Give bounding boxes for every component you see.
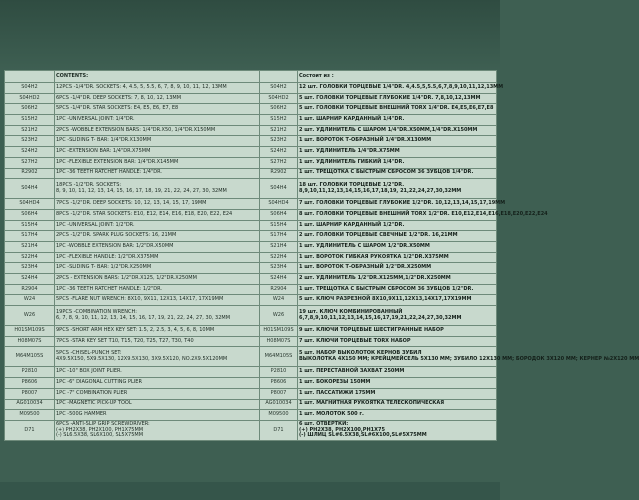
item-description-ru: [298, 115, 497, 126]
item-description-en-line: 6PCS -ANTI-SLIP GRIP SCREWDRIVER:: [56, 420, 150, 427]
item-description-en-line: 5PCS -1/4"DR. STAR SOCKETS: E4, E5, E6, E7, E8: [56, 105, 179, 112]
item-description-en: [55, 378, 260, 389]
item-description-en: [55, 252, 260, 263]
table-row: [5, 83, 497, 94]
header-contents-label: CONTENTS:: [55, 71, 260, 83]
item-code-en: S15H4: [5, 220, 55, 231]
item-description-ru-line: 6,7,8,9,10,11,12,13,14,15,16,17,19,21,22,24,27,30,32MM: [299, 314, 462, 321]
item-description-ru: [298, 347, 639, 367]
item-description-ru-line: 19 шт. КЛЮЧ КОМБИНИРОВАННЫЙ: [299, 308, 403, 315]
item-description-en-line: 4X9.5X150, 5X9.5X130, 12X9.5X130, 3X9.5X120, NO.2X9.5X120MM: [56, 355, 228, 362]
table-header-row: [5, 71, 497, 83]
item-code-ru: S15H4: [260, 220, 298, 231]
item-description-en: [55, 388, 260, 399]
item-code-ru: S27H2: [260, 157, 298, 168]
item-description-ru-line: 1 шт. МАГНИТНАЯ РУКОЯТКА ТЕЛЕСКОПИЧЕСКАЯ: [299, 400, 445, 407]
item-code-ru: M64M105S: [260, 347, 298, 367]
item-description-ru-line: 9 шт. КЛЮЧИ ТОРЦЕВЫЕ ШЕСТИГРАННЫЕ НАБОР: [299, 327, 444, 334]
item-description-ru-line: ВЫКОЛОТКА 4X150 MM; КРЕЙЦМЕЙСЕЛЬ 5X130 MM; ЗУБИЛО 12X130 MM; БОРОДОК 3X120 MM; КЕРНЕР №2X120 MM: [299, 355, 639, 362]
item-description-ru: [298, 367, 497, 378]
item-description-en: [55, 179, 260, 199]
item-description-ru: [298, 136, 497, 147]
item-description-en-line: 2PCS -1/2"DR. SPARK PLUG SOCKETS: 16, 21MM: [56, 232, 177, 239]
item-code-ru: P8606: [260, 378, 298, 389]
item-code-en: S21H2: [5, 125, 55, 136]
item-description-ru-line: (+) PH2X38, PH2X100,PH1X75: [299, 426, 385, 433]
header-sostav-label: Состоит из :: [298, 71, 497, 83]
item-description-en: [55, 115, 260, 126]
item-code-ru: S04HD4: [260, 199, 298, 210]
item-description-ru-line: 5 шт. ГОЛОВКИ ТОРЦЕВЫЕ ГЛУБОКИЕ 1/4"DR. 7,8,10,12,13MM: [299, 94, 481, 101]
item-description-en-line: 1PC -WOBBLE EXTENSION BAR: 1/2"DR.X50MM: [56, 242, 174, 249]
item-code-en: S24H4: [5, 274, 55, 285]
item-code-en: W26: [5, 306, 55, 326]
item-description-en: [55, 410, 260, 421]
table-row: [5, 326, 497, 337]
item-code-en: M09500: [5, 410, 55, 421]
item-description-ru-line: 2 шт. ГОЛОВКИ ТОРЦЕВЫЕ СВЕЧНЫЕ 1/2"DR. 16,21MM: [299, 232, 458, 239]
item-description-ru-line: 1 шт. УДЛИНИТЕЛЬ 1/4"DR.X75MM: [299, 148, 400, 155]
table-row: [5, 295, 497, 306]
item-code-en: P8606: [5, 378, 55, 389]
header-code-cell-ru: [260, 71, 298, 83]
table-row: [5, 231, 497, 242]
item-description-en: [55, 284, 260, 295]
item-code-ru: S04H2: [260, 83, 298, 94]
item-code-ru: M09500: [260, 410, 298, 421]
item-description-ru-line: 1 шт. ПАССАТИЖИ 175MM: [299, 389, 376, 396]
item-code-en: R2902: [5, 168, 55, 179]
table-row: [5, 274, 497, 285]
item-description-ru-line: 1 шт. ТРЕЩОТКА С БЫСТРЫМ СБРОСОМ 36 ЗУБЦОВ 1/2"DR.: [299, 285, 474, 292]
table-row: [5, 147, 497, 158]
table-row: [5, 179, 497, 199]
item-description-en: [55, 136, 260, 147]
item-description-ru-line: (-) ШЛИЦ SL#6.5X38,SL#6X100,SL#5X75MM: [299, 432, 427, 439]
item-description-en: [55, 420, 260, 440]
item-description-en-line: 1PC -500G HAMMER: [56, 411, 107, 418]
item-description-en: [55, 274, 260, 285]
item-description-ru: [298, 284, 497, 295]
item-description-en: [55, 295, 260, 306]
item-description-ru: [298, 263, 497, 274]
item-code-ru: S17H4: [260, 231, 298, 242]
item-description-ru: [298, 220, 497, 231]
item-description-ru: [298, 241, 497, 252]
item-description-en: [55, 231, 260, 242]
item-code-en: H08M07S: [5, 336, 55, 347]
item-description-en: [55, 306, 260, 326]
table-row: [5, 284, 497, 295]
item-code-ru: R2902: [260, 168, 298, 179]
item-code-ru: S06H4: [260, 209, 298, 220]
item-description-en-line: 5PCS -CHISEL-PUNCH SET:: [56, 350, 122, 357]
background-bottom: [0, 482, 500, 500]
item-description-en: [55, 83, 260, 94]
item-description-ru-line: 5 шт. КЛЮЧ РАЗРЕЗНОЙ 8X10,9X11,12X13,14X17,17X19MM: [299, 296, 472, 303]
item-code-ru: W24: [260, 295, 298, 306]
item-description-ru-line: 1 шт. УДЛИНИТЕЛЬ С ШАРОМ 1/2"DR.X50MM: [299, 242, 430, 249]
item-code-ru: AG010034: [260, 399, 298, 410]
item-code-en: S22H4: [5, 252, 55, 263]
item-description-en-line: 7PCS -STAR KEY SET T10, T15, T20, T25, T27, T30, T40: [56, 337, 194, 344]
table-row: [5, 420, 497, 440]
item-description-ru-line: 1 шт. ВОРОТОК Т-ОБРАЗНЫЙ 1/2"DR.X250MM: [299, 264, 432, 271]
item-description-en: [55, 399, 260, 410]
item-description-ru-line: 5 шт. НАБОР ВЫКОЛОТОК КЕРНОВ ЗУБИЛ: [299, 350, 422, 357]
item-description-ru-line: 18 шт. ГОЛОВКИ ТОРЦЕВЫЕ 1/2"DR.: [299, 181, 405, 188]
item-description-en-line: 8PCS -1/2"DR. STAR SOCKETS: E10, E12, E14, E16, E18, E20, E22, E24: [56, 210, 233, 217]
table-row: [5, 399, 497, 410]
table-row: [5, 252, 497, 263]
item-description-en: [55, 168, 260, 179]
item-code-ru: D71: [260, 420, 298, 440]
item-description-ru: [298, 83, 504, 94]
contents-table-body: [5, 71, 639, 441]
item-code-ru: S04HD2: [260, 93, 298, 104]
item-description-en-line: 1PC -FLEXIBLE EXTENSION BAR: 1/4"DR.X145MM: [56, 158, 179, 165]
item-description-en: [55, 125, 260, 136]
item-description-en-line: 1PC -FLEXIBLE HANDLE: 1/2"DR.X375MM: [56, 253, 159, 260]
item-description-en-line: 1PC -UNIVERSAL JOINT: 1/2"DR.: [56, 221, 135, 228]
item-code-en: W24: [5, 295, 55, 306]
item-description-en-line: 1PC -SLIDING T- BAR: 1/4"DR.X130MM: [56, 137, 152, 144]
table-row: [5, 93, 497, 104]
item-description-ru: [298, 326, 497, 337]
item-description-en-line: 2PCS -WOBBLE EXTENSION BARS: 1/4"DR.X50, 1/4"DR.X150MM: [56, 126, 216, 133]
item-code-en: AG010034: [5, 399, 55, 410]
item-description-ru: [298, 306, 497, 326]
item-description-en-line: 9PCS -SHORT ARM HEX KEY SET: 1.5, 2, 2.5, 3, 4, 5, 6, 8, 10MM: [56, 327, 215, 334]
item-description-ru: [298, 179, 497, 199]
item-code-ru: P2810: [260, 367, 298, 378]
item-code-ru: S15H2: [260, 115, 298, 126]
table-row: [5, 410, 497, 421]
item-description-en-line: 1PC -36 TEETH RATCHET HANDLE: 1/4"DR.: [56, 169, 162, 176]
item-description-en: [55, 367, 260, 378]
item-description-en: [55, 263, 260, 274]
item-description-ru: [298, 147, 497, 158]
item-description-en-line: 8, 9, 10, 11, 12, 13, 14, 15, 16, 17, 18, 19, 21, 22, 24, 27, 30, 32MM: [56, 187, 227, 194]
item-description-ru-line: 8 шт. ГОЛОВКИ ТОРЦЕВЫЕ ВНЕШНИЙ TORX 1/2"DR. E10,E12,E14,E16,E18,E20,E22,E24: [299, 210, 548, 217]
item-description-ru: [298, 252, 497, 263]
table-row: [5, 347, 497, 367]
item-code-ru: H01SM109S: [260, 326, 298, 337]
item-code-ru: W26: [260, 306, 298, 326]
item-description-ru: [298, 209, 548, 220]
item-description-ru: [298, 168, 497, 179]
item-description-en-line: 19PCS -COMBINATION WRENCH:: [56, 308, 137, 315]
table-row: [5, 199, 497, 210]
item-code-en: S15H2: [5, 115, 55, 126]
item-code-en: S04HD2: [5, 93, 55, 104]
item-description-ru-line: 7 шт. ГОЛОВКИ ТОРЦЕВЫЕ ГЛУБОКИЕ 1/2"DR. 10,12,13,14,15,17,19MM: [299, 200, 506, 207]
item-code-en: S04HD4: [5, 199, 55, 210]
item-code-en: S04H4: [5, 179, 55, 199]
item-code-ru: S22H4: [260, 252, 298, 263]
item-description-ru-line: 12 шт. ГОЛОВКИ ТОРЦЕВЫЕ 1/4"DR. 4,4.5,5,5.5,6,7,8,9,10,11,12,13MM: [299, 83, 504, 90]
table-row: [5, 367, 497, 378]
item-description-en: [55, 220, 260, 231]
item-code-en: S06H2: [5, 104, 55, 115]
item-description-ru-line: 8,9,10,11,12,13,14,15,16,17,18,19, 21,22,24,27,30,32MM: [299, 187, 462, 194]
item-code-ru: R2904: [260, 284, 298, 295]
item-description-ru-line: 1 шт. ШАРНИР КАРДАННЫЙ 1/4"DR.: [299, 116, 405, 123]
item-description-ru: [298, 199, 506, 210]
item-code-en: S17H4: [5, 231, 55, 242]
item-description-en-line: 5PCS -FLARE NUT WRENCH: 8X10, 9X11, 12X13, 14X17, 17X19MM: [56, 296, 224, 303]
item-code-ru: P8007: [260, 388, 298, 399]
item-description-ru-line: 7 шт. КЛЮЧИ ТОРЦЕВЫЕ TORX НАБОР: [299, 337, 411, 344]
item-description-ru: [298, 388, 497, 399]
item-description-ru: [298, 295, 497, 306]
item-description-en-line: 1PC -6" DIAGONAL CUTTING PLIER: [56, 379, 142, 386]
item-code-ru: H08M07S: [260, 336, 298, 347]
item-description-ru: [298, 231, 497, 242]
item-code-ru: S24H4: [260, 274, 298, 285]
item-description-ru: [298, 274, 497, 285]
item-code-en: P2810: [5, 367, 55, 378]
table-row: [5, 388, 497, 399]
item-description-en-line: 1PC -MAGNETIC PICK-UP TOOL: [56, 400, 132, 407]
item-code-ru: S23H2: [260, 136, 298, 147]
item-code-en: H01SM109S: [5, 326, 55, 337]
item-code-en: M64M105S: [5, 347, 55, 367]
item-description-en: [55, 157, 260, 168]
contents-table: [4, 70, 639, 441]
item-description-ru: [298, 104, 497, 115]
item-code-ru: S21H2: [260, 125, 298, 136]
table-row: [5, 378, 497, 389]
item-description-en: [55, 209, 260, 220]
item-description-ru: [298, 336, 497, 347]
item-code-en: P8007: [5, 388, 55, 399]
item-description-en: [55, 199, 260, 210]
item-code-en: R2904: [5, 284, 55, 295]
table-row: [5, 115, 497, 126]
item-description-en-line: 6, 7, 8, 9, 10, 11, 12, 13, 14, 15, 16, 17, 19, 21, 22, 24, 27, 30, 32MM: [56, 314, 231, 321]
table-row: [5, 136, 497, 147]
table-row: [5, 157, 497, 168]
item-description-ru-line: 1 шт. БОКОРЕЗЫ 150MM: [299, 379, 371, 386]
item-description-ru-line: 6 шт. ОТВЕРТКИ:: [299, 420, 349, 427]
header-code-cell-en: [5, 71, 55, 83]
item-description-en: [55, 93, 260, 104]
item-description-ru-line: 1 шт. ШАРНИР КАРДАННЫЙ 1/2"DR.: [299, 221, 405, 228]
item-description-en-line: 1PC -SLIDING T- BAR: 1/2"DR.X250MM: [56, 264, 152, 271]
item-description-en: [55, 104, 260, 115]
item-description-en-line: 1PC -UNIVERSAL JOINT: 1/4"DR.: [56, 116, 135, 123]
table-row: [5, 104, 497, 115]
item-description-en: [55, 147, 260, 158]
item-description-ru-line: 1 шт. ПЕРЕСТАВНОЙ ЗАХВАТ 250MM: [299, 368, 405, 375]
item-code-ru: S06H2: [260, 104, 298, 115]
item-description-ru: [298, 410, 497, 421]
item-description-en-line: 1PC -10" BOX JOINT PLIER.: [56, 368, 122, 375]
table-row: [5, 306, 497, 326]
item-description-ru: [298, 378, 497, 389]
item-code-en: S21H4: [5, 241, 55, 252]
table-row: [5, 125, 497, 136]
item-description-en-line: 1PC -7" COMBINATION PLIER: [56, 389, 128, 396]
item-code-ru: S04H4: [260, 179, 298, 199]
item-code-en: S23H2: [5, 136, 55, 147]
item-code-ru: S24H2: [260, 147, 298, 158]
item-description-en-line: 6PCS -1/4"DR. DEEP SOCKETS: 7, 8, 10, 12, 13MM: [56, 94, 182, 101]
table-row: [5, 168, 497, 179]
item-code-en: S23H4: [5, 263, 55, 274]
item-description-en-line: (+) PH2X38, PH2X100, PH1X75MM: [56, 426, 144, 433]
item-code-en: S04H2: [5, 83, 55, 94]
background-top: [0, 0, 500, 70]
item-description-en-line: 7PCS -1/2"DR. DEEP SOCKETS: 10, 12, 13, 14, 15, 17, 19MM: [56, 200, 207, 207]
item-description-ru-line: 1 шт. ВОРОТОК Т-ОБРАЗНЫЙ 1/4"DR.X130MM: [299, 137, 432, 144]
item-description-ru-line: 5 шт. ГОЛОВКИ ТОРЦЕВЫЕ ВНЕШНИЙ TORX 1/4"DR. E4,E5,E6,E7,E8: [299, 105, 494, 112]
item-code-en: S27H2: [5, 157, 55, 168]
item-code-en: D71: [5, 420, 55, 440]
item-description-en-line: 1PC -EXTENSION BAR: 1/4"DR.X75MM: [56, 148, 151, 155]
item-description-en: [55, 336, 260, 347]
item-description-en-line: 2PCS - EXTENSION BARS: 1/2"DR.X125, 1/2"DR.X250MM: [56, 274, 197, 281]
table-row: [5, 241, 497, 252]
table-row: [5, 263, 497, 274]
item-description-en-line: (-) SL6.5X38, SL6X100, SL5X75MM: [56, 432, 144, 439]
item-description-ru-line: 1 шт. ТРЕЩОТКА С БЫСТРЫМ СБРОСОМ 36 ЗУБЦОВ 1/4"DR.: [299, 169, 474, 176]
item-code-en: S06H4: [5, 209, 55, 220]
table-row: [5, 220, 497, 231]
item-description-ru: [298, 93, 497, 104]
item-description-ru-line: 1 шт. МОЛОТОК 500 г.: [299, 411, 364, 418]
item-description-en-line: 18PCS -1/2"DR. SOCKETS:: [56, 181, 122, 188]
item-description-ru: [298, 399, 497, 410]
item-description-en: [55, 326, 260, 337]
item-description-en-line: 12PCS -1/4"DR. SOCKETS: 4, 4.5, 5, 5.5, 6, 7, 8, 9, 10, 11, 12, 13MM: [56, 83, 227, 90]
item-description-ru: [298, 125, 497, 136]
item-description-en-line: 1PC -36 TEETH RATCHET HANDLE: 1/2"DR.: [56, 285, 162, 292]
item-description-ru-line: 2 шт. УДЛИНИТЕЛЬ С ШАРОМ 1/4"DR.X50MM,1/4"DR.X150MM: [299, 126, 478, 133]
item-description-ru-line: 1 шт. ВОРОТОК ГИБКАЯ РУКОЯТКА 1/2"DR.X375MM: [299, 253, 449, 260]
item-description-ru: [298, 157, 497, 168]
item-description-en: [55, 347, 260, 367]
item-description-ru-line: 2 шт. УДЛИНИТЕЛЬ 1/2"DR.X125MM,1/2"DR.X250MM: [299, 274, 451, 281]
table-row: [5, 336, 497, 347]
table-row: [5, 209, 497, 220]
item-description-ru: [298, 420, 497, 440]
item-code-en: S24H2: [5, 147, 55, 158]
item-code-ru: S23H4: [260, 263, 298, 274]
item-description-ru-line: 1 шт. УДЛИНИТЕЛЬ ГИБКИЙ 1/4"DR.: [299, 158, 405, 165]
item-description-en: [55, 241, 260, 252]
item-code-ru: S21H4: [260, 241, 298, 252]
